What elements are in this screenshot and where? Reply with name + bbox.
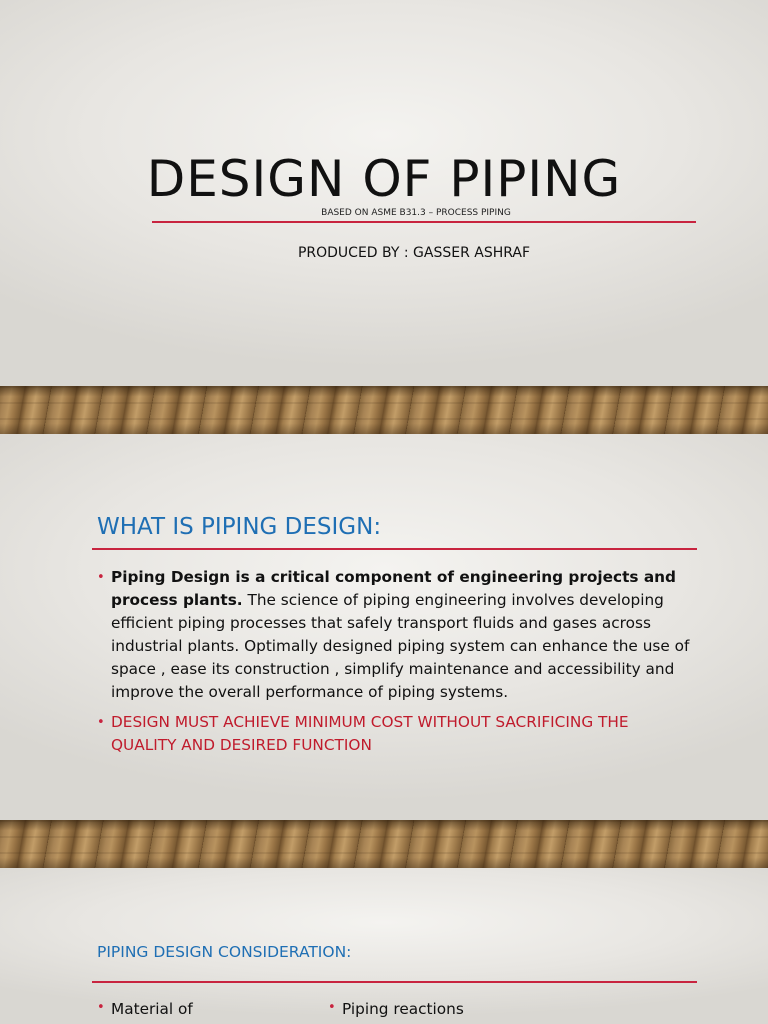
title-divider [152, 221, 696, 223]
bullet-list [97, 566, 697, 764]
wood-floor-divider [0, 820, 768, 868]
content-slide-what-is [0, 434, 768, 820]
slide-title: DESIGN OF PIPING [146, 150, 622, 208]
content-slide-consideration [0, 868, 768, 1024]
heading-divider [92, 548, 697, 550]
bullet-bold-text: Piping Design is a critical component of engineering projects and process plants. [111, 568, 676, 609]
bullet-icon: • [328, 1000, 336, 1015]
section-heading: PIPING DESIGN CONSIDERATION: [97, 943, 352, 961]
bullet-item [97, 566, 697, 704]
author-line: PRODUCED BY : GASSER ASHRAF [297, 245, 531, 261]
slide-subtitle: BASED ON ASME B31.3 – PROCESS PIPING [321, 208, 511, 218]
bullet-text: Piping reactions [342, 1000, 464, 1018]
wood-floor-divider [0, 386, 768, 434]
bullet-emphasis-text: DESIGN MUST ACHIEVE MINIMUM COST WITHOUT SACRIFICING THE QUALITY AND DESIRED FUNCTION [111, 713, 629, 754]
bullet-item [97, 1000, 193, 1018]
bullet-item [97, 711, 697, 757]
bullet-body-text: The science of piping engineering involves developing efficient piping processes that safely transport fluids and gases across industrial plants. Optimally designed piping system can enhance the use of space , ease its construction , simplify maintenance and accessibility and improve the overall performance of piping systems. [111, 591, 690, 701]
bullet-item [328, 1000, 464, 1018]
title-slide [0, 0, 768, 386]
section-heading: WHAT IS PIPING DESIGN: [97, 514, 382, 540]
bullet-icon: • [97, 715, 105, 730]
heading-divider [92, 981, 697, 983]
bullet-icon: • [97, 570, 105, 585]
bullet-icon: • [97, 1000, 105, 1015]
bullet-text: Material of [111, 1000, 193, 1018]
